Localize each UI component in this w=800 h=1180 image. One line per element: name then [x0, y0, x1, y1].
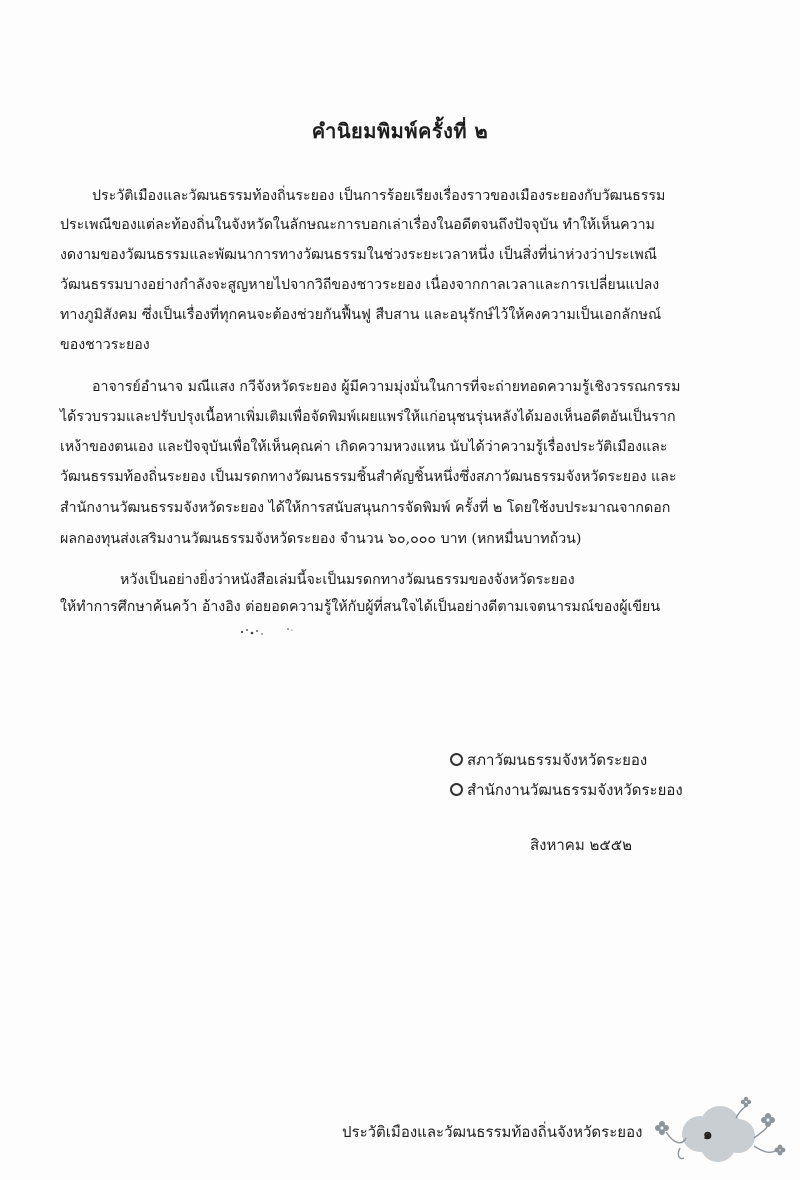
- date: สิงหาคม ๒๕๕๒: [530, 836, 632, 854]
- paragraph-2-line-2: ได้รวบรวมและปรับปรุงเนื้อหาเพิ่มเติมเพื่อจัดพิมพ์เผยแพร่ให้แก่อนุชนรุ่นหลังได้มองเห็นอดีตอันเป็นราก: [60, 409, 676, 425]
- paragraph-1-line-3: งดงามของวัฒนธรรมและพัฒนาการทางวัฒนธรรมในช่วงระยะเวลาหนึ่ง เป็นสิ่งที่น่าห่วงว่าประเพณี: [60, 247, 657, 263]
- paragraph-2-line-6: ผลกองทุนส่งเสริมงานวัฒนธรรมจังหวัดระยอง จำนวน ๖๐,๐๐๐ บาท (หกหมื่นบาทถ้วน): [60, 531, 582, 547]
- floral-ornament-icon: [640, 1088, 800, 1180]
- signatory-1-name: สภาวัฒนธรรมจังหวัดระยอง: [467, 751, 648, 769]
- paragraph-2-line-1: อาจารย์อำนาจ มณีแสง กวีจังหวัดระยอง ผู้มีความมุ่งมั่นในการที่จะถ่ายทอดความรู้เชิงวรรณกรรม: [92, 379, 681, 395]
- paragraph-2-line-3: เหง้าของตนเอง และปัจจุบันเพื่อให้เห็นคุณค่า เกิดความหวงแหน นับได้ว่าความรู้เรื่องประวัติเมืองและ: [60, 439, 668, 455]
- circle-bullet-icon: [450, 753, 463, 766]
- paragraph-1-line-5: ทางภูมิสังคม ซึ่งเป็นเรื่องที่ทุกคนจะต้องช่วยกันฟื้นฟู สืบสาน และอนุรักษ์ไว้ให้คงความเป็นเอกลักษณ์: [60, 307, 662, 323]
- paragraph-1-line-1: ประวัติเมืองและวัฒนธรรมท้องถิ่นระยอง เป็นการร้อยเรียงเรื่องราวของเมืองระยองกับวัฒนธรรม: [92, 188, 666, 204]
- scan-smudge: [236, 624, 296, 640]
- paragraph-3-line-2: ให้ทำการศึกษาค้นคว้า อ้างอิง ต่อยอดความรู้ให้กับผู้ที่สนใจได้เป็นอย่างดีตามเจตนารมณ์ของผู้เขียน: [60, 599, 661, 615]
- signatory-1: [450, 750, 647, 770]
- circle-bullet-icon: [450, 783, 463, 796]
- paragraph-1-line-4: วัฒนธรรมบางอย่างกำลังจะสูญหายไปจากวิถีของชาวระยอง เนื่องจากกาลเวลาและการเปลี่ยนแปลง: [60, 277, 660, 293]
- footer-book-title: ประวัติเมืองและวัฒนธรรมท้องถิ่นจังหวัดระยอง: [342, 1123, 643, 1141]
- paragraph-1-line-6: ของชาวระยอง: [60, 337, 150, 353]
- paragraph-2-line-5: สำนักงานวัฒนธรรมจังหวัดระยอง ได้ให้การสนับสนุนการจัดพิมพ์ ครั้งที่ ๒ โดยใช้งบประมาณจากดอก: [60, 500, 671, 516]
- paragraph-1-line-2: ประเพณีของแต่ละท้องถิ่นในจังหวัดในลักษณะการบอกเล่าเรื่องในอดีตจนถึงปัจจุบัน ทำให้เห็นความ: [60, 217, 655, 233]
- page-title: คำนิยมพิมพ์ครั้งที่ ๒: [311, 119, 489, 143]
- page-number: ๑: [703, 1125, 713, 1143]
- paragraph-3-line-1: หวังเป็นอย่างยิ่งว่าหนังสือเล่มนี้จะเป็นมรดกทางวัฒนธรรมของจังหวัดระยอง: [120, 572, 575, 588]
- signatory-2-name: สำนักงานวัฒนธรรมจังหวัดระยอง: [467, 781, 683, 799]
- paragraph-2-line-4: วัฒนธรรมท้องถิ่นระยอง เป็นมรดกทางวัฒนธรรมชิ้นสำคัญชิ้นหนึ่งซึ่งสภาวัฒนธรรมจังหวัดระยอง และ: [60, 469, 677, 485]
- signatory-2: [450, 780, 683, 800]
